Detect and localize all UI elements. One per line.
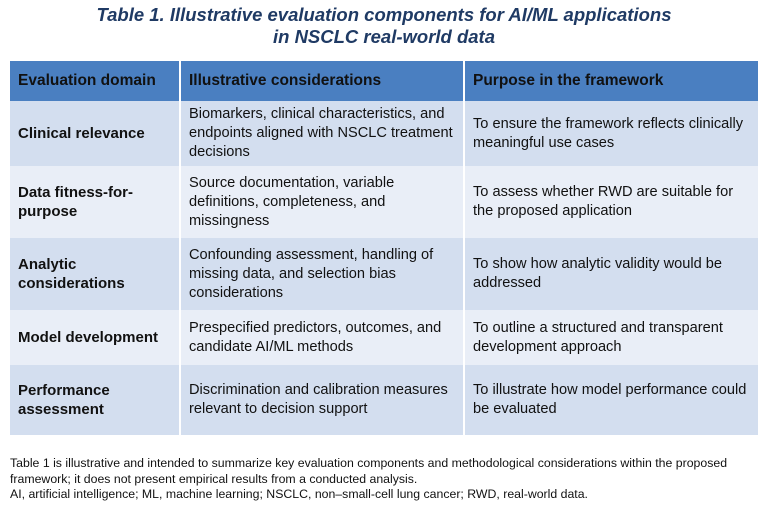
row-domain: Model development: [10, 310, 180, 365]
table-row: [10, 365, 758, 435]
row-purpose: To assess whether RWD are suitable for the proposed application: [464, 166, 758, 238]
table-row: [10, 238, 758, 310]
table-title: [0, 4, 768, 48]
table-footnote: [10, 456, 760, 503]
table-header-row: [10, 61, 758, 101]
row-considerations: Prespecified predictors, outcomes, and candidate AI/ML methods: [180, 310, 464, 365]
row-domain: Performance assessment: [10, 365, 180, 435]
row-considerations: Confounding assessment, handling of missing data, and selection bias considerations: [180, 238, 464, 310]
row-purpose: To illustrate how model performance could be evaluated: [464, 365, 758, 435]
header-purpose: Purpose in the framework: [464, 61, 758, 101]
row-considerations: Discrimination and calibration measures relevant to decision support: [180, 365, 464, 435]
table-title-line-2: in NSCLC real-world data: [272, 26, 496, 47]
footnote-abbreviations: AI, artificial intelligence; ML, machine learning; NSCLC, non–small-cell lung cancer; RWD, real-world data.: [10, 487, 588, 501]
row-purpose: To show how analytic validity would be addressed: [464, 238, 758, 310]
footnote-line-1: Table 1 is illustrative and intended to summarize key evaluation components and methodological considerations within the proposed framework; it does not present empirical results from a conducted analysis.: [10, 456, 728, 486]
row-purpose: To outline a structured and transparent development approach: [464, 310, 758, 365]
row-domain: Analytic considerations: [10, 238, 180, 310]
row-considerations: Biomarkers, clinical characteristics, and endpoints aligned with NSCLC treatment decisions: [180, 101, 464, 166]
row-considerations: Source documentation, variable definitions, completeness, and missingness: [180, 166, 464, 238]
table-row: [10, 101, 758, 166]
row-domain: Clinical relevance: [10, 101, 180, 166]
table-row: [10, 310, 758, 365]
header-illustrative-considerations: Illustrative considerations: [180, 61, 464, 101]
evaluation-components-table: [10, 61, 758, 435]
table-title-line-1: Table 1. Illustrative evaluation components for AI/ML applications: [96, 4, 672, 25]
row-purpose: To ensure the framework reflects clinically meaningful use cases: [464, 101, 758, 166]
table-row: [10, 166, 758, 238]
header-evaluation-domain: Evaluation domain: [10, 61, 180, 101]
row-domain: Data fitness-for-purpose: [10, 166, 180, 238]
